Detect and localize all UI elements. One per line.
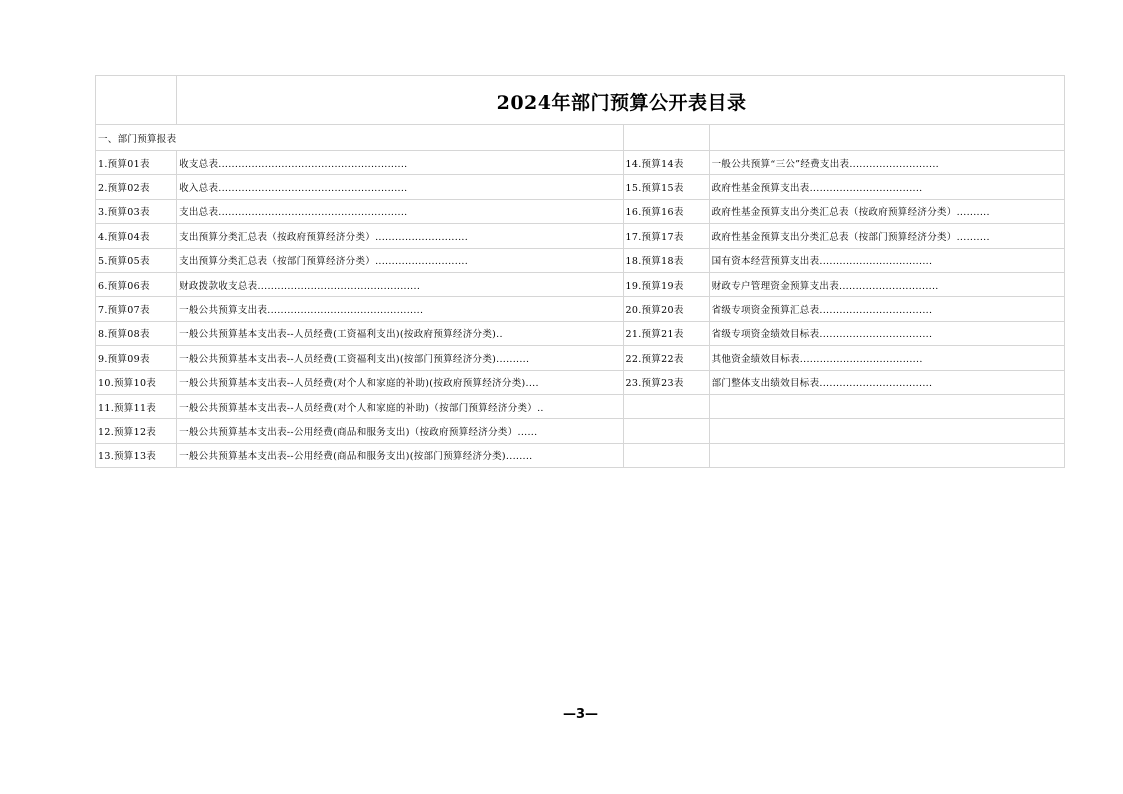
toc-left-number: 11.预算11表 [96,394,177,418]
toc-right-name: 国有资本经营预算支出表.................................. [709,248,1064,272]
toc-row [96,199,1065,223]
toc-left-name: 收支总表......................................................... [177,151,623,175]
toc-right-number: 15.预算15表 [623,175,709,199]
toc-right-name: 政府性基金预算支出分类汇总表（按部门预算经济分类）.......... [709,224,1064,248]
toc-row [96,346,1065,370]
toc-right-number: 14.预算14表 [623,151,709,175]
toc-right-number: 19.预算19表 [623,272,709,296]
toc-right-number [623,443,709,467]
toc-row [96,419,1065,443]
toc-row [96,297,1065,321]
toc-left-number: 12.预算12表 [96,419,177,443]
toc-left-number: 7.预算07表 [96,297,177,321]
toc-left-name: 收入总表......................................................... [177,175,623,199]
toc-left-number: 8.预算08表 [96,321,177,345]
toc-left-number: 5.预算05表 [96,248,177,272]
toc-left-name: 一般公共预算基本支出表--人员经费(工资福利支出)(按部门预算经济分类).......... [177,346,623,370]
page-title: 2024年部门预算公开表目录 [177,76,1065,125]
toc-row [96,321,1065,345]
toc-left-number: 2.预算02表 [96,175,177,199]
toc-left-number: 3.预算03表 [96,199,177,223]
toc-left-name: 一般公共预算基本支出表--公用经费(商品和服务支出)(按部门预算经济分类)........ [177,443,623,467]
toc-right-name: 省级专项资金预算汇总表.................................. [709,297,1064,321]
toc-left-number: 6.预算06表 [96,272,177,296]
section-empty-cell [709,125,1064,151]
toc-right-name: 其他资金绩效目标表..................................... [709,346,1064,370]
toc-left-number: 1.预算01表 [96,151,177,175]
toc-right-name [709,443,1064,467]
toc-row [96,370,1065,394]
toc-right-name: 一般公共预算“三公”经费支出表........................... [709,151,1064,175]
toc-table [95,75,1065,468]
section-row [96,125,1065,151]
title-spacer-cell [96,76,177,125]
toc-left-name: 财政拨款收支总表................................................. [177,272,623,296]
toc-left-name: 支出预算分类汇总表（按政府预算经济分类）............................ [177,224,623,248]
toc-right-number [623,394,709,418]
toc-right-name: 财政专户管理资金预算支出表.............................. [709,272,1064,296]
toc-right-name: 省级专项资金绩效目标表.................................. [709,321,1064,345]
toc-right-number: 23.预算23表 [623,370,709,394]
toc-row [96,272,1065,296]
title-row [96,76,1065,125]
toc-left-name: 一般公共预算支出表............................................... [177,297,623,321]
toc-right-name: 政府性基金预算支出分类汇总表（按政府预算经济分类）.......... [709,199,1064,223]
toc-right-number: 20.预算20表 [623,297,709,321]
toc-left-name: 一般公共预算基本支出表--人员经费(对个人和家庭的补助)(按政府预算经济分类).... [177,370,623,394]
toc-left-name: 支出预算分类汇总表（按部门预算经济分类）............................ [177,248,623,272]
toc-left-number: 13.预算13表 [96,443,177,467]
toc-left-name: 一般公共预算基本支出表--人员经费(对个人和家庭的补助)（按部门预算经济分类）.. [177,394,623,418]
toc-right-number: 21.预算21表 [623,321,709,345]
toc-right-number: 17.预算17表 [623,224,709,248]
toc-right-number: 22.预算22表 [623,346,709,370]
toc-right-name: 政府性基金预算支出表.................................. [709,175,1064,199]
toc-left-name: 一般公共预算基本支出表--人员经费(工资福利支出)(按政府预算经济分类).. [177,321,623,345]
toc-right-name [709,419,1064,443]
toc-right-number [623,419,709,443]
toc-right-number: 16.预算16表 [623,199,709,223]
toc-left-number: 9.预算09表 [96,346,177,370]
toc-right-number: 18.预算18表 [623,248,709,272]
section-empty-cell [623,125,709,151]
toc-row [96,224,1065,248]
toc-row [96,151,1065,175]
toc-left-number: 4.预算04表 [96,224,177,248]
toc-left-name: 支出总表......................................................... [177,199,623,223]
toc-right-name [709,394,1064,418]
toc-row [96,175,1065,199]
toc-left-number: 10.预算10表 [96,370,177,394]
toc-left-name: 一般公共预算基本支出表--公用经费(商品和服务支出)（按政府预算经济分类）...... [177,419,623,443]
toc-right-name: 部门整体支出绩效目标表.................................. [709,370,1064,394]
toc-row [96,443,1065,467]
toc-row [96,248,1065,272]
section-label: 一、部门预算报表 [96,125,624,151]
toc-row [96,394,1065,418]
page-number: —3— [562,707,599,722]
